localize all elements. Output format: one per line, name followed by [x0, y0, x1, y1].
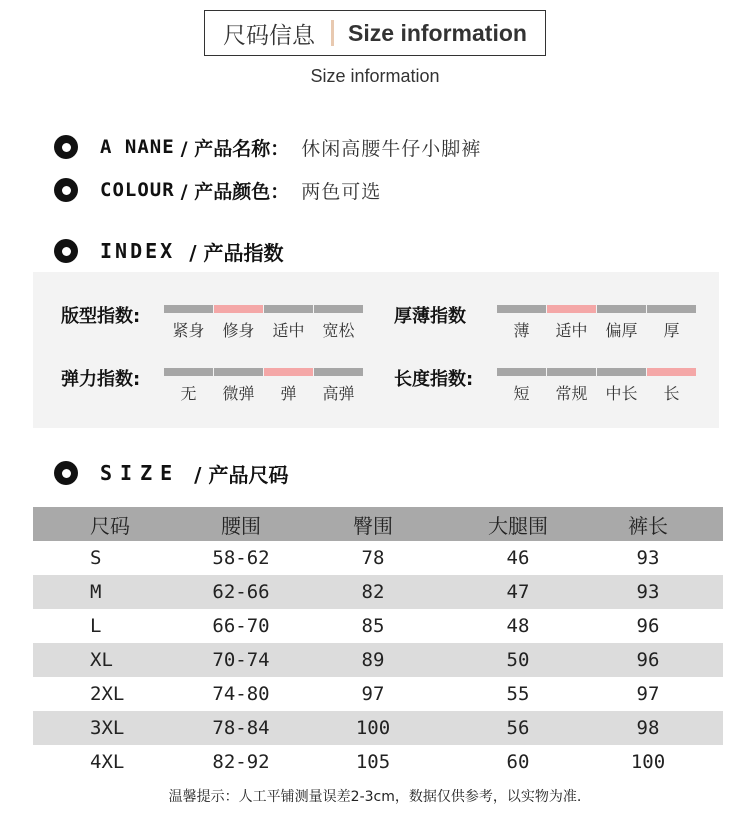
product-colour-label-cn: / 产品颜色： [180, 180, 290, 203]
table-cell: 55 [506, 683, 530, 705]
table-cell: 93 [636, 581, 660, 603]
product-name-label-en: A NANE [100, 136, 175, 158]
table-cell: 82-92 [212, 751, 270, 773]
index-title-en: INDEX [100, 239, 176, 263]
table-header-cell: 尺码 [90, 513, 130, 538]
index-scale [497, 305, 697, 341]
index-option-label: 适中 [555, 321, 588, 340]
table-header-cell: 臀围 [353, 513, 393, 538]
table-row [33, 541, 723, 575]
index-option [647, 368, 696, 404]
product-name-value: 休闲高腰牛仔小脚裤 [301, 137, 482, 160]
table-cell: XL [90, 649, 113, 671]
index-bar-selected [647, 368, 696, 376]
table-row [33, 711, 723, 745]
index-option-label: 厚 [663, 321, 680, 340]
index-group-label: 弹力指数: [61, 369, 141, 390]
table-row [33, 575, 723, 609]
product-colour-label-en: COLOUR [100, 179, 175, 201]
bullet-icon [54, 461, 78, 485]
table-cell: 89 [361, 649, 385, 671]
size-info-title-box [204, 10, 546, 56]
index-panel [33, 272, 719, 428]
index-option [314, 368, 363, 404]
index-option-label: 高弹 [322, 384, 355, 403]
index-option [497, 305, 546, 341]
product-colour-line [100, 176, 381, 204]
table-cell: 50 [506, 649, 530, 671]
index-option [597, 305, 646, 341]
index-option-label: 宽松 [322, 321, 355, 340]
bullet-icon [54, 178, 78, 202]
table-cell: M [90, 581, 102, 603]
index-scale [497, 368, 697, 404]
index-bar [214, 368, 263, 376]
index-section-title [100, 237, 284, 265]
table-cell: 97 [361, 683, 385, 705]
index-bar [597, 305, 646, 313]
table-cell: 74-80 [212, 683, 270, 705]
table-cell: 46 [506, 547, 530, 569]
table-cell: 78 [361, 547, 385, 569]
index-option [164, 305, 213, 341]
index-option [497, 368, 546, 404]
table-cell: 93 [636, 547, 660, 569]
size-section-title [100, 459, 288, 487]
index-option [547, 368, 596, 404]
table-cell: 82 [361, 581, 385, 603]
index-option [647, 305, 696, 341]
index-option-label: 薄 [513, 321, 530, 340]
index-bar-selected [264, 368, 313, 376]
table-cell: 85 [361, 615, 385, 637]
index-bar [597, 368, 646, 376]
table-cell: 78-84 [212, 717, 270, 739]
index-option [214, 368, 263, 404]
table-row [33, 745, 723, 779]
table-cell: S [90, 547, 102, 569]
table-cell: 62-66 [212, 581, 270, 603]
index-option [214, 305, 263, 341]
bullet-icon [54, 239, 78, 263]
product-name-line [100, 133, 481, 161]
product-name-label-cn: / 产品名称： [180, 137, 290, 160]
table-cell: 96 [636, 649, 660, 671]
index-group-label: 版型指数: [61, 306, 141, 327]
index-option [264, 368, 313, 404]
index-option-label: 中长 [605, 384, 638, 403]
index-option-label: 弹 [280, 384, 297, 403]
table-header-cell: 裤长 [628, 513, 668, 538]
measurement-note: 温馨提示：人工平铺测量误差2-3cm，数据仅供参考，以实物为准. [168, 789, 582, 805]
index-title-cn: / 产品指数 [189, 240, 284, 265]
index-bar [314, 305, 363, 313]
index-bar-selected [547, 305, 596, 313]
table-row [33, 609, 723, 643]
subtitle: Size information [310, 66, 440, 86]
table-cell: 100 [355, 717, 391, 739]
table-row [33, 643, 723, 677]
table-header-cell: 腰围 [221, 513, 261, 538]
table-row [33, 677, 723, 711]
table-cell: 3XL [90, 717, 125, 739]
index-option-label: 紧身 [172, 321, 205, 340]
index-bar [547, 368, 596, 376]
product-colour-value: 两色可选 [301, 180, 382, 203]
index-option-label: 短 [513, 384, 530, 403]
index-bar-selected [214, 305, 263, 313]
index-bar [264, 305, 313, 313]
bullet-icon [54, 135, 78, 159]
index-option-label: 长 [663, 384, 680, 403]
index-option [164, 368, 213, 404]
index-option-label: 微弹 [222, 384, 255, 403]
table-cell: 98 [636, 717, 660, 739]
index-group-label: 长度指数: [394, 369, 474, 390]
table-cell: 97 [636, 683, 660, 705]
table-cell: 70-74 [212, 649, 270, 671]
table-cell: L [90, 615, 102, 637]
title-divider [331, 20, 334, 46]
index-option [264, 305, 313, 341]
index-scale [164, 368, 364, 404]
index-bar [314, 368, 363, 376]
index-bar [164, 305, 213, 313]
index-option [597, 368, 646, 404]
index-option [314, 305, 363, 341]
size-table [33, 507, 723, 779]
index-bar [647, 305, 696, 313]
index-option-label: 常规 [555, 384, 588, 403]
table-cell: 48 [506, 615, 530, 637]
table-cell: 60 [506, 751, 530, 773]
title-en: Size information [348, 19, 527, 46]
index-bar [164, 368, 213, 376]
index-group-label: 厚薄指数 [394, 306, 466, 327]
index-scale [164, 305, 364, 341]
index-option [547, 305, 596, 341]
table-header-cell: 大腿围 [488, 513, 548, 538]
table-cell: 2XL [90, 683, 125, 705]
title-cn: 尺码信息 [223, 22, 316, 49]
index-option-label: 偏厚 [605, 321, 638, 340]
table-header-row [33, 507, 723, 541]
table-cell: 58-62 [212, 547, 270, 569]
index-option-label: 修身 [222, 321, 255, 340]
size-title-en: SIZE [100, 461, 181, 485]
index-bar [497, 305, 546, 313]
table-cell: 105 [355, 751, 391, 773]
size-title-cn: / 产品尺码 [194, 462, 289, 487]
table-cell: 66-70 [212, 615, 270, 637]
table-cell: 4XL [90, 751, 125, 773]
index-bar [497, 368, 546, 376]
table-cell: 96 [636, 615, 660, 637]
index-option-label: 适中 [272, 321, 305, 340]
table-cell: 56 [506, 717, 530, 739]
table-cell: 100 [630, 751, 666, 773]
index-option-label: 无 [180, 384, 197, 403]
table-cell: 47 [506, 581, 530, 603]
